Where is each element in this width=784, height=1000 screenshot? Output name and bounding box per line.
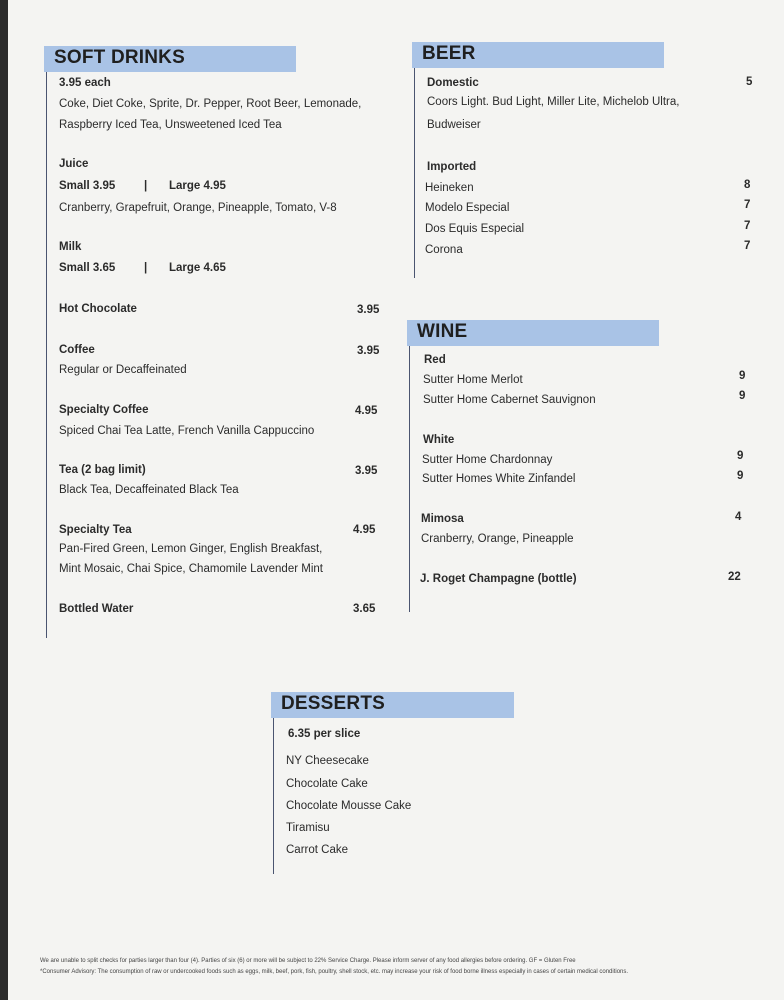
dessert-item: NY Cheesecake [286, 755, 369, 767]
bottled-water-name: Bottled Water [59, 603, 134, 615]
white-wine-price: 9 [737, 470, 744, 482]
imported-item-name: Heineken [425, 182, 474, 194]
coffee-price: 3.95 [357, 345, 380, 357]
white-wine-name: Sutter Homes White Zinfandel [422, 473, 576, 485]
specialty-tea-price: 4.95 [353, 524, 376, 536]
juice-small-price: Small 3.95 [59, 180, 116, 192]
specialty-coffee-name: Specialty Coffee [59, 404, 149, 416]
soda-list-line-2: Raspberry Iced Tea, Unsweetened Iced Tea [59, 119, 282, 131]
red-wine-label: Red [424, 354, 446, 366]
mimosa-desc: Cranberry, Orange, Pineapple [421, 533, 574, 545]
page-edge-shadow [0, 0, 8, 1000]
imported-item-price: 7 [744, 220, 751, 232]
hot-chocolate-name: Hot Chocolate [59, 303, 137, 315]
milk-separator: | [144, 262, 148, 274]
soda-list-line-1: Coke, Diet Coke, Sprite, Dr. Pepper, Root Beer, Lemonade, [59, 98, 362, 110]
domestic-price: 5 [746, 76, 753, 88]
specialty-tea-desc-line-1: Pan-Fired Green, Lemon Ginger, English Breakfast, [59, 543, 323, 555]
desserts-header: DESSERTS [271, 692, 514, 718]
juice-flavors: Cranberry, Grapefruit, Orange, Pineapple, Tomato, V-8 [59, 202, 337, 214]
tea-price: 3.95 [355, 465, 378, 477]
desserts-section [273, 692, 534, 874]
soda-price-label: 3.95 each [59, 77, 111, 89]
champagne-price: 22 [728, 571, 741, 583]
coffee-name: Coffee [59, 344, 95, 356]
hot-chocolate-price: 3.95 [357, 304, 380, 316]
dessert-item: Tiramisu [286, 822, 330, 834]
beer-section [414, 42, 760, 278]
dessert-item: Carrot Cake [286, 844, 348, 856]
beer-header: BEER [412, 42, 664, 68]
tea-desc: Black Tea, Decaffeinated Black Tea [59, 484, 239, 496]
red-wine-name: Sutter Home Merlot [423, 374, 523, 386]
milk-large-price: Large 4.65 [169, 262, 226, 274]
dessert-item: Chocolate Cake [286, 778, 368, 790]
domestic-list-line-2: Budweiser [427, 119, 481, 131]
white-wine-price: 9 [737, 450, 744, 462]
white-wine-label: White [423, 434, 455, 446]
red-wine-name: Sutter Home Cabernet Sauvignon [423, 394, 596, 406]
tea-name: Tea (2 bag limit) [59, 464, 146, 476]
milk-label: Milk [59, 241, 82, 253]
bottled-water-price: 3.65 [353, 603, 376, 615]
red-wine-price: 9 [739, 370, 746, 382]
imported-item-price: 7 [744, 240, 751, 252]
footer-consumer-advisory: *Consumer Advisory: The consumption of raw or undercooked foods such as eggs, milk, beef, pork, fish, poultry, shell stock, etc. may increase your risk of food borne illness especially in cases of certain medical conditions. [40, 969, 629, 975]
soft-drinks-section [46, 46, 387, 638]
champagne-name: J. Roget Champagne (bottle) [420, 573, 577, 585]
mimosa-label: Mimosa [421, 513, 464, 525]
domestic-list-line-1: Coors Light. Bud Light, Miller Lite, Michelob Ultra, [427, 96, 680, 108]
juice-label: Juice [59, 158, 89, 170]
footer-policy-line: We are unable to split checks for parties larger than four (4). Parties of six (6) or more will be subject to 22% Service Charge. Please inform server of any food allergies before ordering. GF = Gluten Free [40, 958, 576, 964]
dessert-item: Chocolate Mousse Cake [286, 800, 412, 812]
specialty-coffee-price: 4.95 [355, 405, 378, 417]
imported-item-name: Dos Equis Especial [425, 223, 525, 235]
wine-section [409, 320, 760, 612]
wine-header: WINE [407, 320, 659, 346]
imported-label: Imported [427, 161, 477, 173]
coffee-desc: Regular or Decaffeinated [59, 364, 187, 376]
red-wine-price: 9 [739, 390, 746, 402]
specialty-tea-name: Specialty Tea [59, 524, 132, 536]
domestic-label: Domestic [427, 77, 479, 89]
juice-large-price: Large 4.95 [169, 180, 226, 192]
imported-item-price: 8 [744, 179, 751, 191]
specialty-coffee-desc: Spiced Chai Tea Latte, French Vanilla Cappuccino [59, 425, 315, 437]
desserts-price-label: 6.35 per slice [288, 728, 361, 740]
white-wine-name: Sutter Home Chardonnay [422, 454, 553, 466]
mimosa-price: 4 [735, 511, 742, 523]
soft-drinks-header: SOFT DRINKS [44, 46, 296, 72]
specialty-tea-desc-line-2: Mint Mosaic, Chai Spice, Chamomile Lavender Mint [59, 563, 323, 575]
milk-small-price: Small 3.65 [59, 262, 116, 274]
juice-separator: | [144, 180, 148, 192]
imported-item-price: 7 [744, 199, 751, 211]
imported-item-name: Modelo Especial [425, 202, 510, 214]
imported-item-name: Corona [425, 244, 463, 256]
